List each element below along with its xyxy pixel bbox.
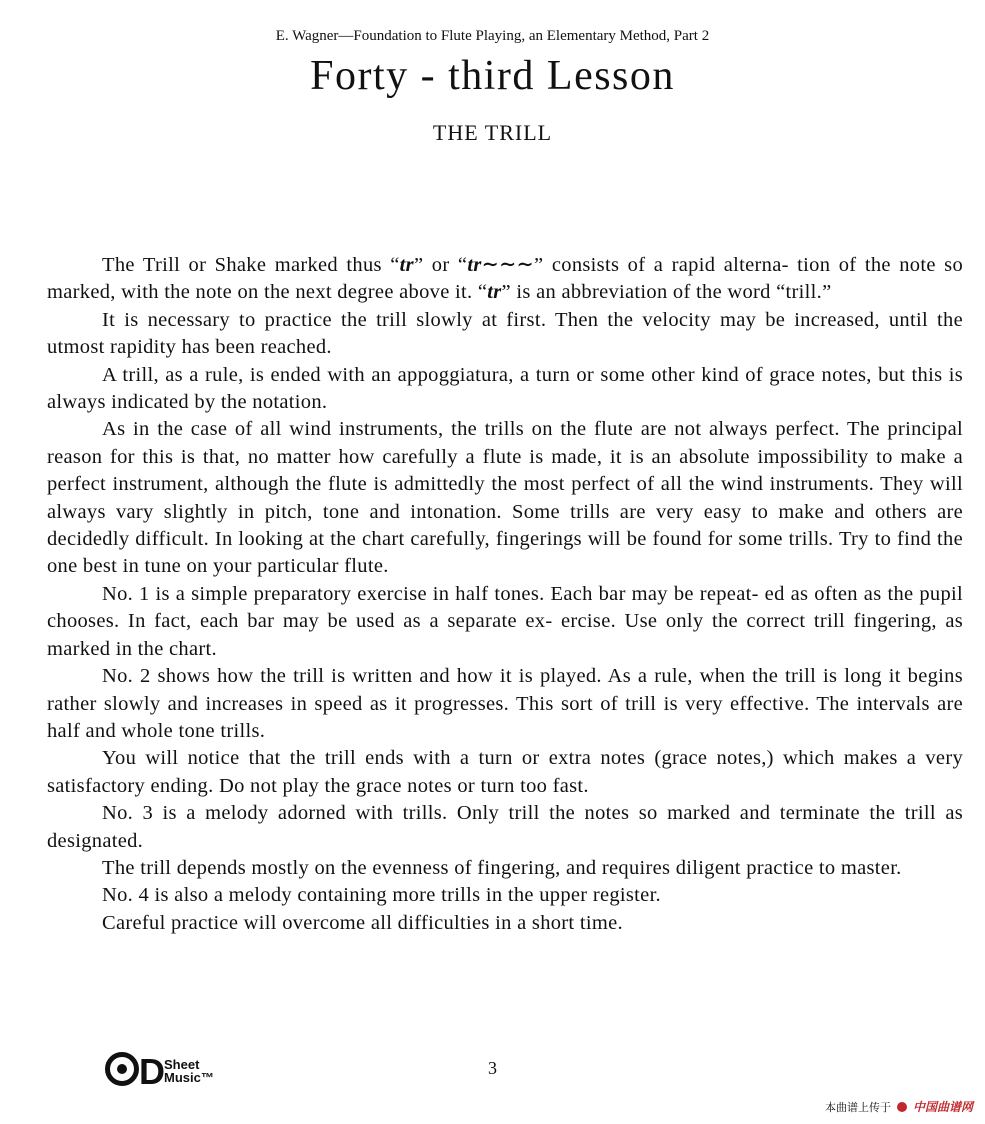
paragraph-no2: No. 2 shows how the trill is written and how it is played. As a rule, when the trill is long it begins rather slowly and increases in speed as it progresses. This sort of trill is very effective. The intervals are half and whole tone trills.: [47, 665, 963, 742]
paragraph-wind-instruments: As in the case of all wind instruments, the trills on the flute are not always perfect. The principal reason for this is that, no matter how carefully a flute is made, it is an absolute impossibility to make a perfect instrument, although the flute is admittedly the most perfect of all the wind instruments. They will always vary slightly in pitch, tone and intonation. Some trills are very easy to make and others are decidedly difficult. In looking at the chart carefully, fingerings will be found for some trills. Try to find the one best in tune on your particular flute.: [47, 418, 963, 578]
upload-watermark: [825, 1098, 973, 1115]
paragraph-trill-ending: A trill, as a rule, is ended with an appoggiatura, a turn or some other kind of grace notes, but this is always indicated by the notation.: [47, 363, 963, 414]
lesson-body: [47, 252, 963, 937]
text-fragment: The Trill or Shake marked thus “: [102, 254, 400, 276]
page-number: 3: [488, 1058, 497, 1078]
text-fragment: ” or “: [413, 254, 468, 276]
paragraph-practice-slowly: It is necessary to practice the trill slowly at first. Then the velocity may be increased, until the utmost rapidity has been reached.: [47, 308, 963, 359]
site-logo-icon: [897, 1102, 907, 1112]
logo-word-music: Music™: [164, 1070, 214, 1085]
text-fragment: ” is an abbreviation of the word “trill.”: [501, 281, 832, 304]
trill-wavy-symbol: tr∼∼∼: [467, 254, 535, 276]
text-fragment: ” consists of a rapid alterna- tion of the note so marked, with the note on the next degree above it. “: [47, 254, 964, 304]
paragraph-no1: No. 1 is a simple preparatory exercise in half tones. Each bar may be repeat- ed as often as the pupil chooses. In fact, each bar may be used as a separate ex- ercise. Use only the correct trill fingering, as marked in the chart.: [47, 582, 963, 660]
logo-letter: D: [139, 1051, 162, 1092]
upload-note-text: 本曲谱上传于: [824, 1100, 891, 1114]
lesson-title: Forty - third Lesson: [310, 53, 675, 99]
paragraph-trill-definition: [47, 252, 963, 307]
paragraph-evenness: The trill depends mostly on the evenness of fingering, and requires diligent practice to master.: [102, 856, 902, 879]
paragraph-careful-practice: Careful practice will overcome all difficulties in a short time.: [102, 911, 623, 934]
lesson-subtitle: THE TRILL: [432, 120, 553, 145]
paragraph-no3: No. 3 is a melody adorned with trills. Only trill the notes so marked and terminate the trill as designated.: [47, 802, 963, 852]
upload-site-name: 中国曲谱网: [912, 1100, 973, 1114]
running-header: E. Wagner—Foundation to Flute Playing, an Elementary Method, Part 2: [275, 28, 710, 44]
logo-word-sheet: Sheet: [164, 1057, 200, 1072]
trill-symbol: tr: [487, 281, 502, 304]
paragraph-no4: No. 4 is also a melody containing more trills in the upper register.: [102, 884, 661, 907]
paragraph-turn-ending: You will notice that the trill ends with a turn or extra notes (grace notes,) which makes a very satisfactory ending. Do not play the grace notes or turn too fast.: [47, 747, 963, 797]
trill-symbol: tr: [399, 254, 414, 276]
